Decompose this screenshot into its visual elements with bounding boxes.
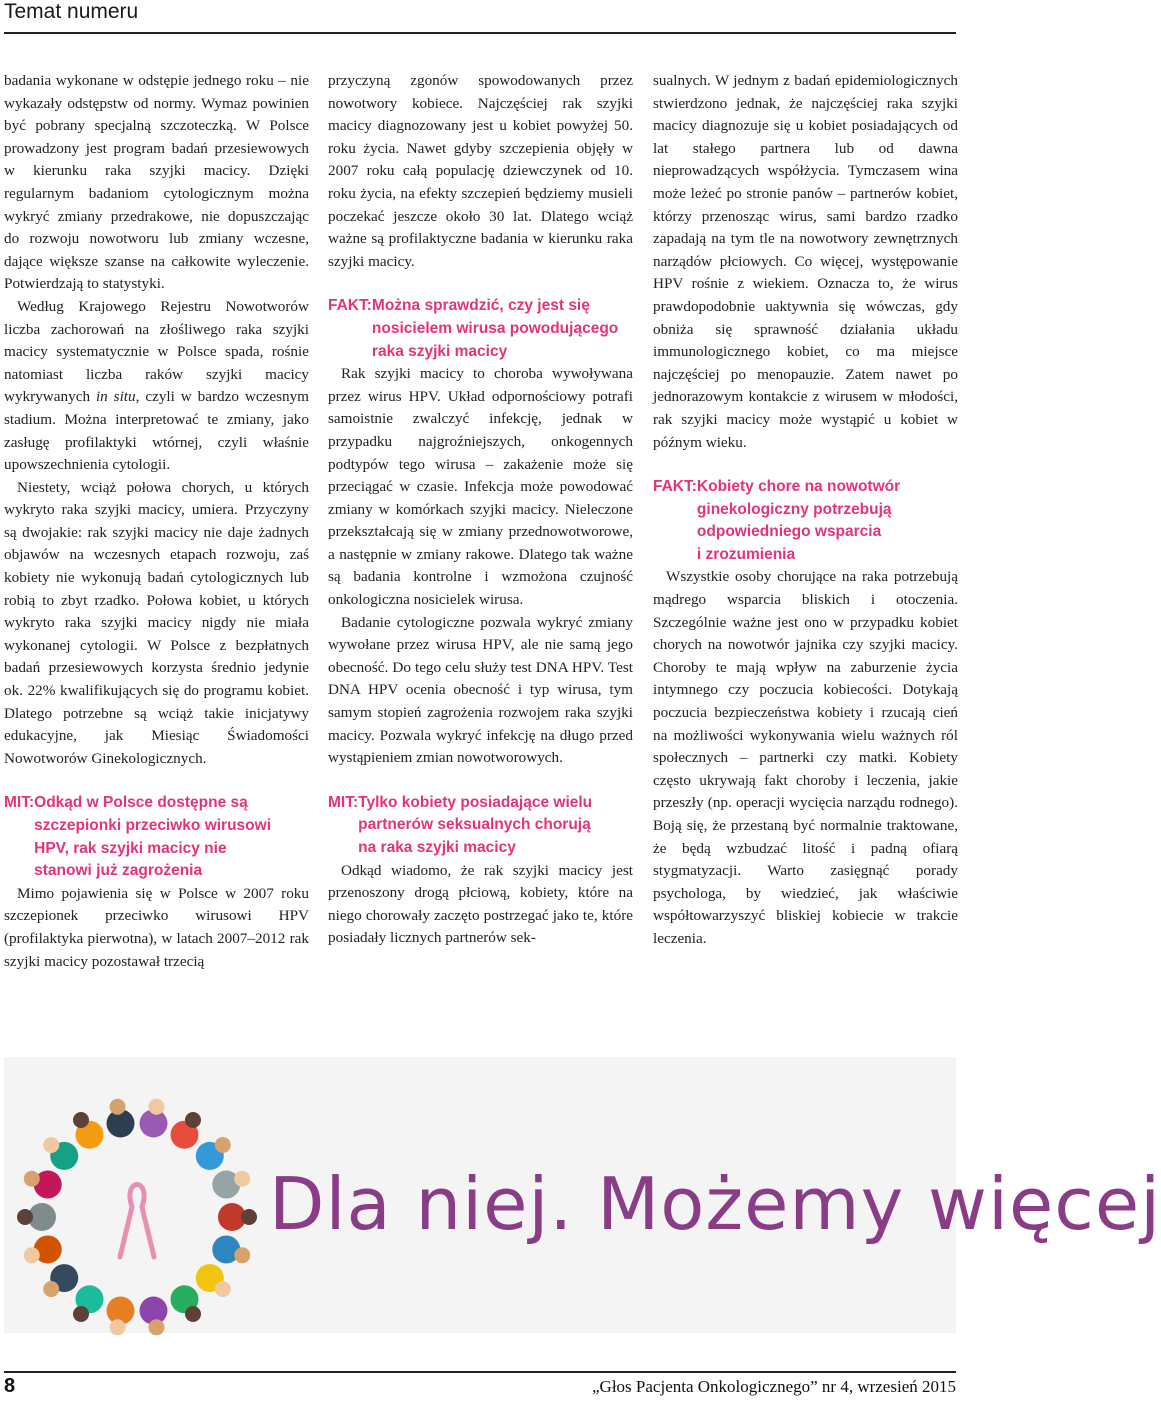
paragraph: Rak szyjki macicy to choroba wywoływana przez wirus HPV. Układ odpornościowy potrafi samoistnie zwalczyć infekcję, jednak w przypadku najgroźniejszych, onkogennych podtypów tego wirusa – zakażenie może się przeciągać w czasie. Infekcja może powodować zmiany w komórkach szyjki macicy. Nieleczone przekształcają się w zmiany przednowotworowe, a następnie w zmiany rakowe. Dlatego tak ważne są badania kontrolne i wzmożona czujność onkologiczna nosicielek wirusa.	[328, 365, 633, 609]
campaign-slogan: Dla niej. Możemy więcej	[269, 1162, 1161, 1246]
paragraph: Badanie cytologiczne pozwala wykryć zmiany wywołane przez wirusa HPV, ale nie samą jego obecność. Do tego celu służy test DNA HPV. Test DNA HPV ocenia obecność i typ wirusa, tym samym stopień zagrożenia rozwojem raka szyjki macicy. Pozwala wykryć infekcję na długo przed wystąpieniem zmian nowotworowych.	[328, 613, 633, 767]
page-number: 8	[4, 1375, 16, 1397]
fact-tag: FAKT:	[653, 478, 697, 496]
heading-line: szczepionki przeciwko wirusowi	[34, 817, 272, 834]
ribbon-icon	[120, 1185, 154, 1258]
person-head	[185, 1306, 201, 1322]
campaign-banner	[4, 1057, 1161, 1333]
person-head	[234, 1247, 250, 1263]
paragraph: badania wykonane w odstępie jednego roku – nie wykazały odstępstw od normy. Wymaz powinien być pobrany specjalną szczoteczką. W Polsce prowadzony jest program badań przesiewowych w kierunku raka szyjki macicy. Dzięki regularnym badaniom cytologicznym można wykryć zmiany przedrakowe, nie dopuszczając do rozwoju nowotworu lub zmiany wczesne, dające większe szanse na całkowite wyleczenie. Potwierdzają to statystyki.	[4, 72, 309, 293]
myth-heading-text	[358, 792, 592, 860]
heading-line: partnerów seksualnych chorują	[358, 816, 591, 834]
publication-info: „Głos Pacjenta Onkologicznego” nr 4, wrzesień 2015	[592, 1377, 956, 1396]
paragraph: przyczyną zgonów spowodowanych przez nowotwory kobiece. Najczęściej rak szyjki macicy diagnozowany jest u kobiet powyżej 50. roku życia. Nawet gdyby szczepienia objęły w 2007 roku całą populację dziewczynek od 10. roku życia, na efekty szczepień będziemy musieli poczekać jeszcze około 30 lat. Dlatego wciąż ważne są profilaktyczne badania w kierunku raka szyjki macicy.	[328, 72, 633, 270]
text-run: , czyli w bardzo wczesnym stadium. Można interpretować te zmiany, jako zasługę profilaktyki wtórnej, czyli właśnie upowszechnienia cytologii.	[4, 388, 309, 474]
footer-divider	[4, 1371, 956, 1373]
person-head	[215, 1137, 231, 1153]
fact-heading-text	[372, 295, 618, 363]
text-run: Według Krajowego Rejestru Nowotworów liczba zachorowań na złośliwego raka szyjki macicy systematycznie w Polsce spada, rośnie natomiast liczba raków szyjki macicy wykrywanych	[4, 297, 309, 406]
heading-line: odpowiedniego wsparcia	[696, 523, 882, 541]
heading-line: Można sprawdzić, czy jest się	[371, 297, 590, 315]
heading-line: Tylko kobiety posiadające wielu	[358, 793, 593, 811]
heading-line: ginekologiczny potrzebują	[696, 500, 892, 518]
fact-tag: FAKT:	[328, 297, 372, 315]
section-label: Temat numeru	[4, 0, 139, 23]
article-column-3	[653, 70, 958, 951]
person-head	[241, 1209, 257, 1225]
fact-heading	[653, 476, 958, 566]
person-head	[24, 1171, 40, 1187]
person-head	[43, 1281, 59, 1297]
person-head	[215, 1281, 231, 1297]
paragraph: Odkąd wiadomo, że rak szyjki macicy jest przenoszony drogą płciową, kobiety, które na niego chorowały zaczęto postrzegać jako te, które posiadały licznych partnerów sek-	[328, 861, 633, 947]
person-head	[73, 1306, 89, 1322]
heading-line: Odkąd w Polsce dostępne są	[34, 794, 248, 812]
paragraph: Mimo pojawienia się w Polsce w 2007 roku szczepionek przeciwko wirusowi HPV (profilaktyka pierwotna), w latach 2007–2012 rak szyjki macicy pozostawał trzecią	[4, 884, 309, 970]
heading-line: raka szyjki macicy	[371, 342, 508, 360]
person-head	[17, 1209, 33, 1225]
article-column-1	[4, 70, 309, 973]
heading-line: Kobiety chore na nowotwór	[696, 478, 901, 496]
heading-line: na raka szyjki macicy	[358, 839, 516, 856]
person-head	[148, 1099, 164, 1115]
paragraph: sualnych. W jednym z badań epidemiologicznych stwierdzono jednak, że najczęściej raka szyjki macicy diagnozuje się u kobiet posiadających od lat stałego partnera lub od dawna nieprowadzących współżycia. Tymczasem wina może leżeć po stronie panów – partnerów kobiet, którzy przenosząc wirus, sami bardzo rzadko zapadają na tym tle na nowotwory zewnętrznych narządów płciowych. Co więcej, występowanie HPV rośnie z wiekiem. Oznacza to, że wirus prawdopodobnie uaktywnia się wówczas, gdy obniża się sprawność działania układu immunologicznego kobiet, co ma miejsce najczęściej po menopauzie. Zatem nawet po jednorazowym kontakcie z wirusem w młodości, rak szyjki macicy może wystąpić u kobiet w późnym wieku.	[653, 72, 958, 451]
fact-heading	[328, 295, 633, 363]
person-head	[148, 1319, 164, 1335]
fact-heading-text	[697, 476, 900, 566]
heading-line: HPV, rak szyjki macicy nie	[34, 839, 227, 857]
header-divider	[4, 32, 956, 34]
myth-heading-text	[34, 792, 271, 882]
paragraph: Niestety, wciąż połowa chorych, u których wykryto raka szyjki macicy, umiera. Przyczyny są dwojakie: rak szyjki macicy nie daje żadnych objawów na wczesnych etapach rozwoju, zaś kobiety nie wykonują badań cytologicznych lub robią to zbyt rzadko. Połowa kobiet, u których wykryto raka szyjki macicy nigdy nie miała wykonanej cytologii. W Polsce z bezpłatnych badań przesiewowych korzysta średnio jedynie ok. 22% kwalifikujących się do programu kobiet. Dlatego potrzebne są wciąż takie inicjatywy edukacyjne, jak Miesiąc Świadomości Nowotworów Ginekologicznych.	[4, 478, 309, 767]
myth-heading	[4, 792, 309, 882]
myth-tag: MIT:	[4, 794, 35, 812]
person-head	[24, 1247, 40, 1263]
heading-line: i zrozumienia	[696, 545, 796, 563]
person-head	[185, 1112, 201, 1128]
myth-tag: MIT:	[328, 793, 359, 811]
myth-heading	[328, 792, 633, 860]
person-head	[43, 1137, 59, 1153]
paragraph: Wszystkie osoby chorujące na raka potrzebują mądrego wsparcia bliskich i otoczenia. Szczególnie ważne jest ono w przypadku kobiet chorych na nowotwór jajnika czy szyjki macicy. Choroby te mają wpływ na zaburzenie życia intymnego czy poczucia kobiecości. Dotykają poczucia bezpieczeństwa kobiety i rzucają cień na możliwości wykonywania wielu ważnych ról społecznych – partnerki czy matki. Kobiety często ukrywają fakt choroby i leczenia, jakie przeszły (np. operacji wycięcia narządu rodnego). Boją się, że przestaną być normalnie traktowane, że będą wzbudzać litość i padną ofiarą stygmatyzacji. Warto zasięgnąć porady psychologa, by wiedzieć, jak właściwie współtowarzyszyć bliskiej kobiecie w trakcie leczenia.	[653, 568, 958, 947]
article-column-2	[328, 70, 633, 950]
person-head	[110, 1319, 126, 1335]
heading-line: stanowi już zagrożenia	[34, 862, 203, 880]
person-head	[110, 1099, 126, 1115]
heading-line: nosicielem wirusa powodującego	[371, 319, 619, 337]
person-head	[73, 1112, 89, 1128]
people-circle-illustration	[4, 1057, 264, 1333]
person-head	[234, 1171, 250, 1187]
italic-text: in situ	[95, 388, 136, 406]
paragraph	[4, 296, 309, 477]
